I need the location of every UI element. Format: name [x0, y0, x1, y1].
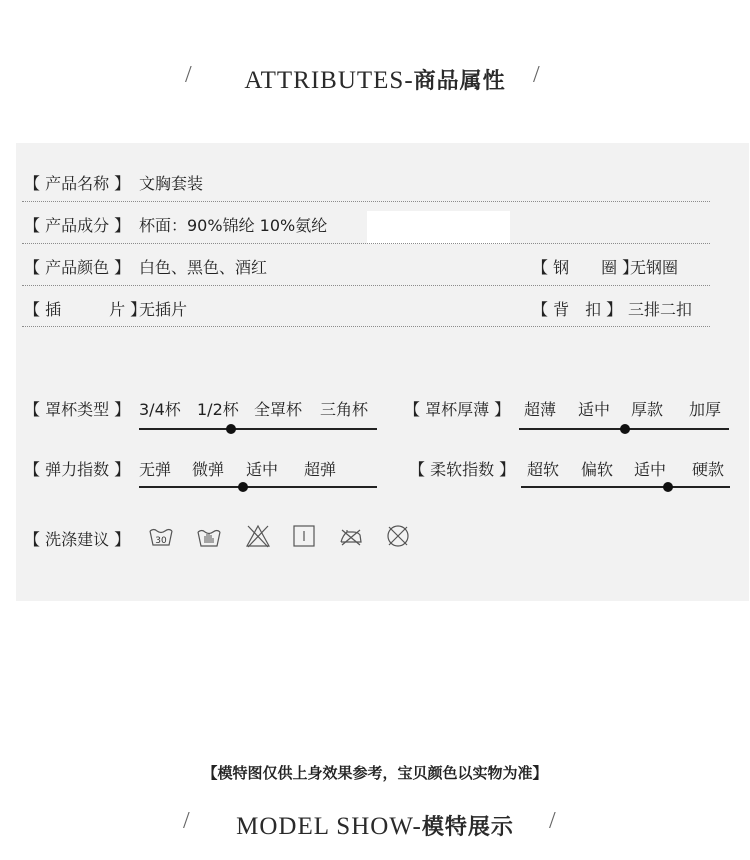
- elasticity-option: 无弹: [139, 460, 172, 479]
- elasticity-option: 微弹: [192, 460, 225, 479]
- cup-type-marker: [226, 424, 236, 434]
- softness-option: 超软: [527, 460, 560, 479]
- line-dry-icon: [291, 523, 317, 549]
- color-label: 【 产品颜色 】: [24, 258, 131, 277]
- composition-value: 杯面：90%锦纶 10%氨纶: [139, 216, 328, 235]
- elasticity-option: 超弹: [304, 460, 337, 479]
- elasticity-marker: [238, 482, 248, 492]
- cup-type-option: 全罩杯: [254, 400, 303, 419]
- cup-thickness-label: 【 罩杯厚薄 】: [404, 400, 511, 419]
- model-show-heading: [0, 810, 750, 841]
- color-value: 白色、黑色、酒红: [139, 258, 268, 277]
- attributes-heading-en: ATTRIBUTES-: [244, 67, 414, 94]
- composition-label: 【 产品成分 】: [24, 216, 131, 235]
- softness-marker: [663, 482, 673, 492]
- attributes-heading-zh: 商品属性: [413, 69, 506, 94]
- softness-scale: [521, 486, 730, 488]
- hand-wash-icon: [196, 523, 222, 549]
- insert-value: 无插片: [139, 300, 188, 319]
- closure-value: 三排二扣: [628, 300, 693, 319]
- softness-option: 适中: [634, 460, 667, 479]
- cup-thickness-option: 适中: [578, 400, 611, 419]
- cup-type-label: 【 罩杯类型 】: [24, 400, 131, 419]
- cup-type-option: 1/2杯: [197, 400, 239, 419]
- attributes-heading: [0, 64, 750, 95]
- softness-option: 硬款: [692, 460, 725, 479]
- wire-label: 【 钢 圈 】: [532, 258, 639, 277]
- cup-thickness-option: 厚款: [631, 400, 664, 419]
- heading-slash-left: /: [183, 808, 190, 834]
- model-show-heading-en: MODEL SHOW-: [236, 813, 422, 840]
- row-divider: [22, 285, 710, 286]
- cup-type-scale: [139, 428, 377, 430]
- insert-label: 【 插 片 】: [24, 300, 147, 319]
- heading-slash-right: /: [549, 808, 556, 834]
- heading-slash-left: /: [185, 62, 192, 88]
- closure-label: 【 背 扣 】: [532, 300, 623, 319]
- redaction-box: [367, 211, 510, 244]
- wash-label: 【 洗涤建议 】: [24, 530, 131, 549]
- softness-label: 【 柔软指数 】: [409, 460, 516, 479]
- no-bleach-icon: [245, 523, 271, 549]
- row-divider: [22, 201, 710, 202]
- svg-text:30: 30: [155, 536, 167, 546]
- wash-30-icon: [148, 523, 174, 549]
- name-label: 【 产品名称 】: [24, 174, 131, 193]
- elasticity-scale: [139, 486, 377, 488]
- row-divider: [22, 243, 710, 244]
- no-dry-clean-icon: [385, 523, 411, 549]
- cup-type-option: 三角杯: [320, 400, 369, 419]
- wire-value: 无钢圈: [630, 258, 679, 277]
- name-value: 文胸套装: [139, 174, 204, 193]
- no-iron-icon: [338, 523, 364, 549]
- cup-type-option: 3/4杯: [139, 400, 181, 419]
- heading-slash-right: /: [533, 62, 540, 88]
- softness-option: 偏软: [581, 460, 614, 479]
- elasticity-option: 适中: [246, 460, 279, 479]
- elasticity-label: 【 弹力指数 】: [24, 460, 131, 479]
- cup-thickness-option: 超薄: [524, 400, 557, 419]
- row-divider: [22, 326, 710, 327]
- model-disclaimer: 【模特图仅供上身效果参考，宝贝颜色以实物为准】: [202, 764, 548, 782]
- cup-thickness-option: 加厚: [689, 400, 722, 419]
- cup-thickness-marker: [620, 424, 630, 434]
- model-show-heading-zh: 模特展示: [421, 815, 514, 840]
